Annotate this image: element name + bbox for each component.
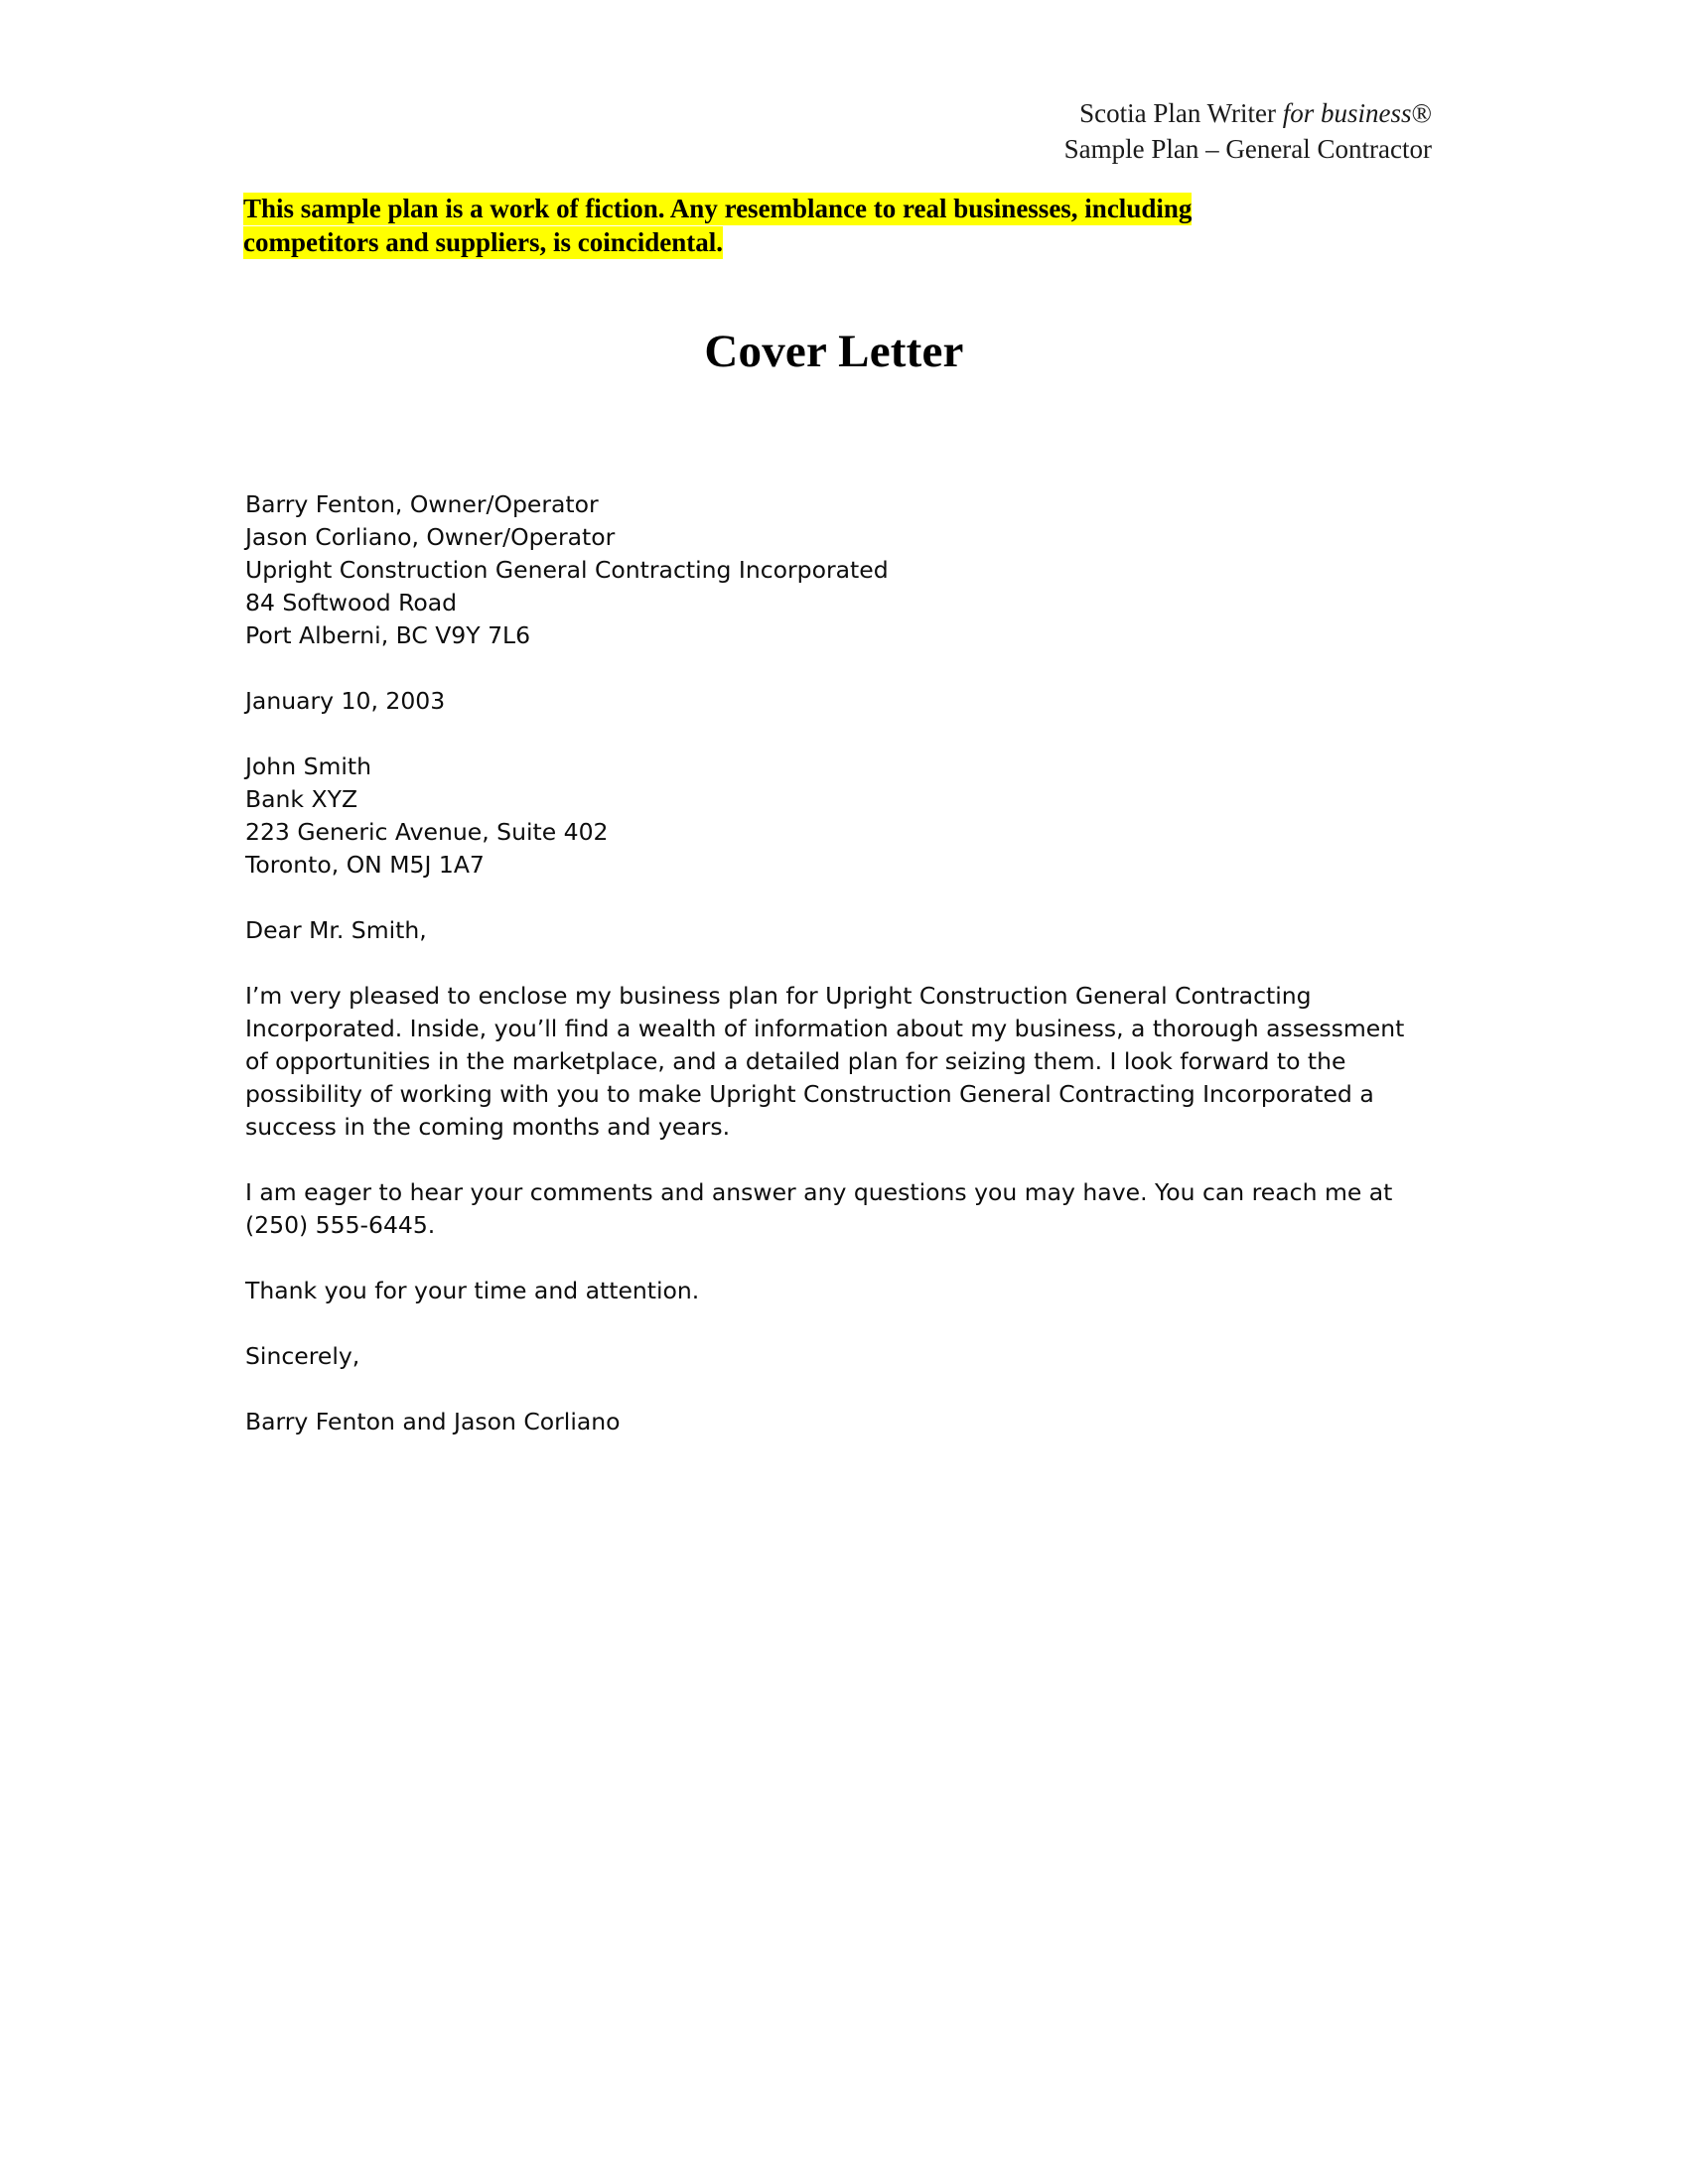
valediction-block	[245, 1340, 1417, 1373]
recipient-address-block	[245, 751, 1417, 882]
signature-names: Barry Fenton and Jason Corliano	[245, 1408, 621, 1435]
spacer	[245, 652, 1417, 685]
header-line-product	[245, 95, 1432, 131]
letter-date: January 10, 2003	[245, 687, 446, 715]
sender-name-1: Barry Fenton, Owner/Operator	[245, 490, 599, 518]
recipient-city-region: Toronto, ON M5J 1A7	[245, 851, 485, 879]
salutation: Dear Mr. Smith,	[245, 916, 427, 944]
spacer	[245, 882, 1417, 914]
body-paragraph-2: I am eager to hear your comments and answer any questions you may have. You can reach me at (250) 555-6445.	[245, 1178, 1393, 1239]
sender-street: 84 Softwood Road	[245, 589, 458, 616]
spacer	[245, 1242, 1417, 1275]
disclaimer-line-1-text: This sample plan is a work of fiction. Any resemblance to real businesses, including	[243, 194, 1193, 223]
disclaimer-line-2-text: competitors and suppliers, is coincidental.	[243, 227, 724, 257]
letter-body	[245, 488, 1417, 1438]
document-header	[245, 95, 1432, 167]
body-paragraph-3: Thank you for your time and attention.	[245, 1277, 700, 1304]
disclaimer-line-1	[243, 192, 1355, 225]
recipient-name: John Smith	[245, 752, 372, 780]
sender-name-2: Jason Corliano, Owner/Operator	[245, 523, 616, 551]
spacer	[245, 1373, 1417, 1406]
header-product-italic: for business	[1282, 98, 1412, 128]
spacer	[245, 947, 1417, 980]
header-registered-mark: ®	[1411, 98, 1432, 128]
spacer	[245, 1307, 1417, 1340]
page-title: Cover Letter	[704, 326, 964, 377]
sender-company: Upright Construction General Contracting Incorporated	[245, 556, 889, 584]
signature-block	[245, 1406, 1417, 1438]
valediction: Sincerely,	[245, 1342, 360, 1370]
disclaimer-line-2	[243, 225, 1355, 259]
body-paragraph-1: I’m very pleased to enclose my business plan for Upright Construction General Contracting Incorporated. Inside, you’ll find a wealth of information about my business, a thorough assessment of opportunities in the marketplace, and a detailed plan for seizing them. I look forward to the possibility of working with you to make Upright Construction General Contracting Incorporated a success in the coming months and years.	[245, 982, 1405, 1141]
spacer	[245, 718, 1417, 751]
sender-address-block	[245, 488, 1417, 652]
spacer	[245, 1144, 1417, 1176]
header-line-plan-type: Sample Plan – General Contractor	[1063, 134, 1432, 164]
fiction-disclaimer	[243, 192, 1355, 259]
header-product-name: Scotia Plan Writer	[1079, 98, 1283, 128]
recipient-organization: Bank XYZ	[245, 785, 358, 813]
recipient-street: 223 Generic Avenue, Suite 402	[245, 818, 609, 846]
salutation-block	[245, 914, 1417, 947]
letter-date-block	[245, 685, 1417, 718]
sender-city-region: Port Alberni, BC V9Y 7L6	[245, 621, 531, 649]
